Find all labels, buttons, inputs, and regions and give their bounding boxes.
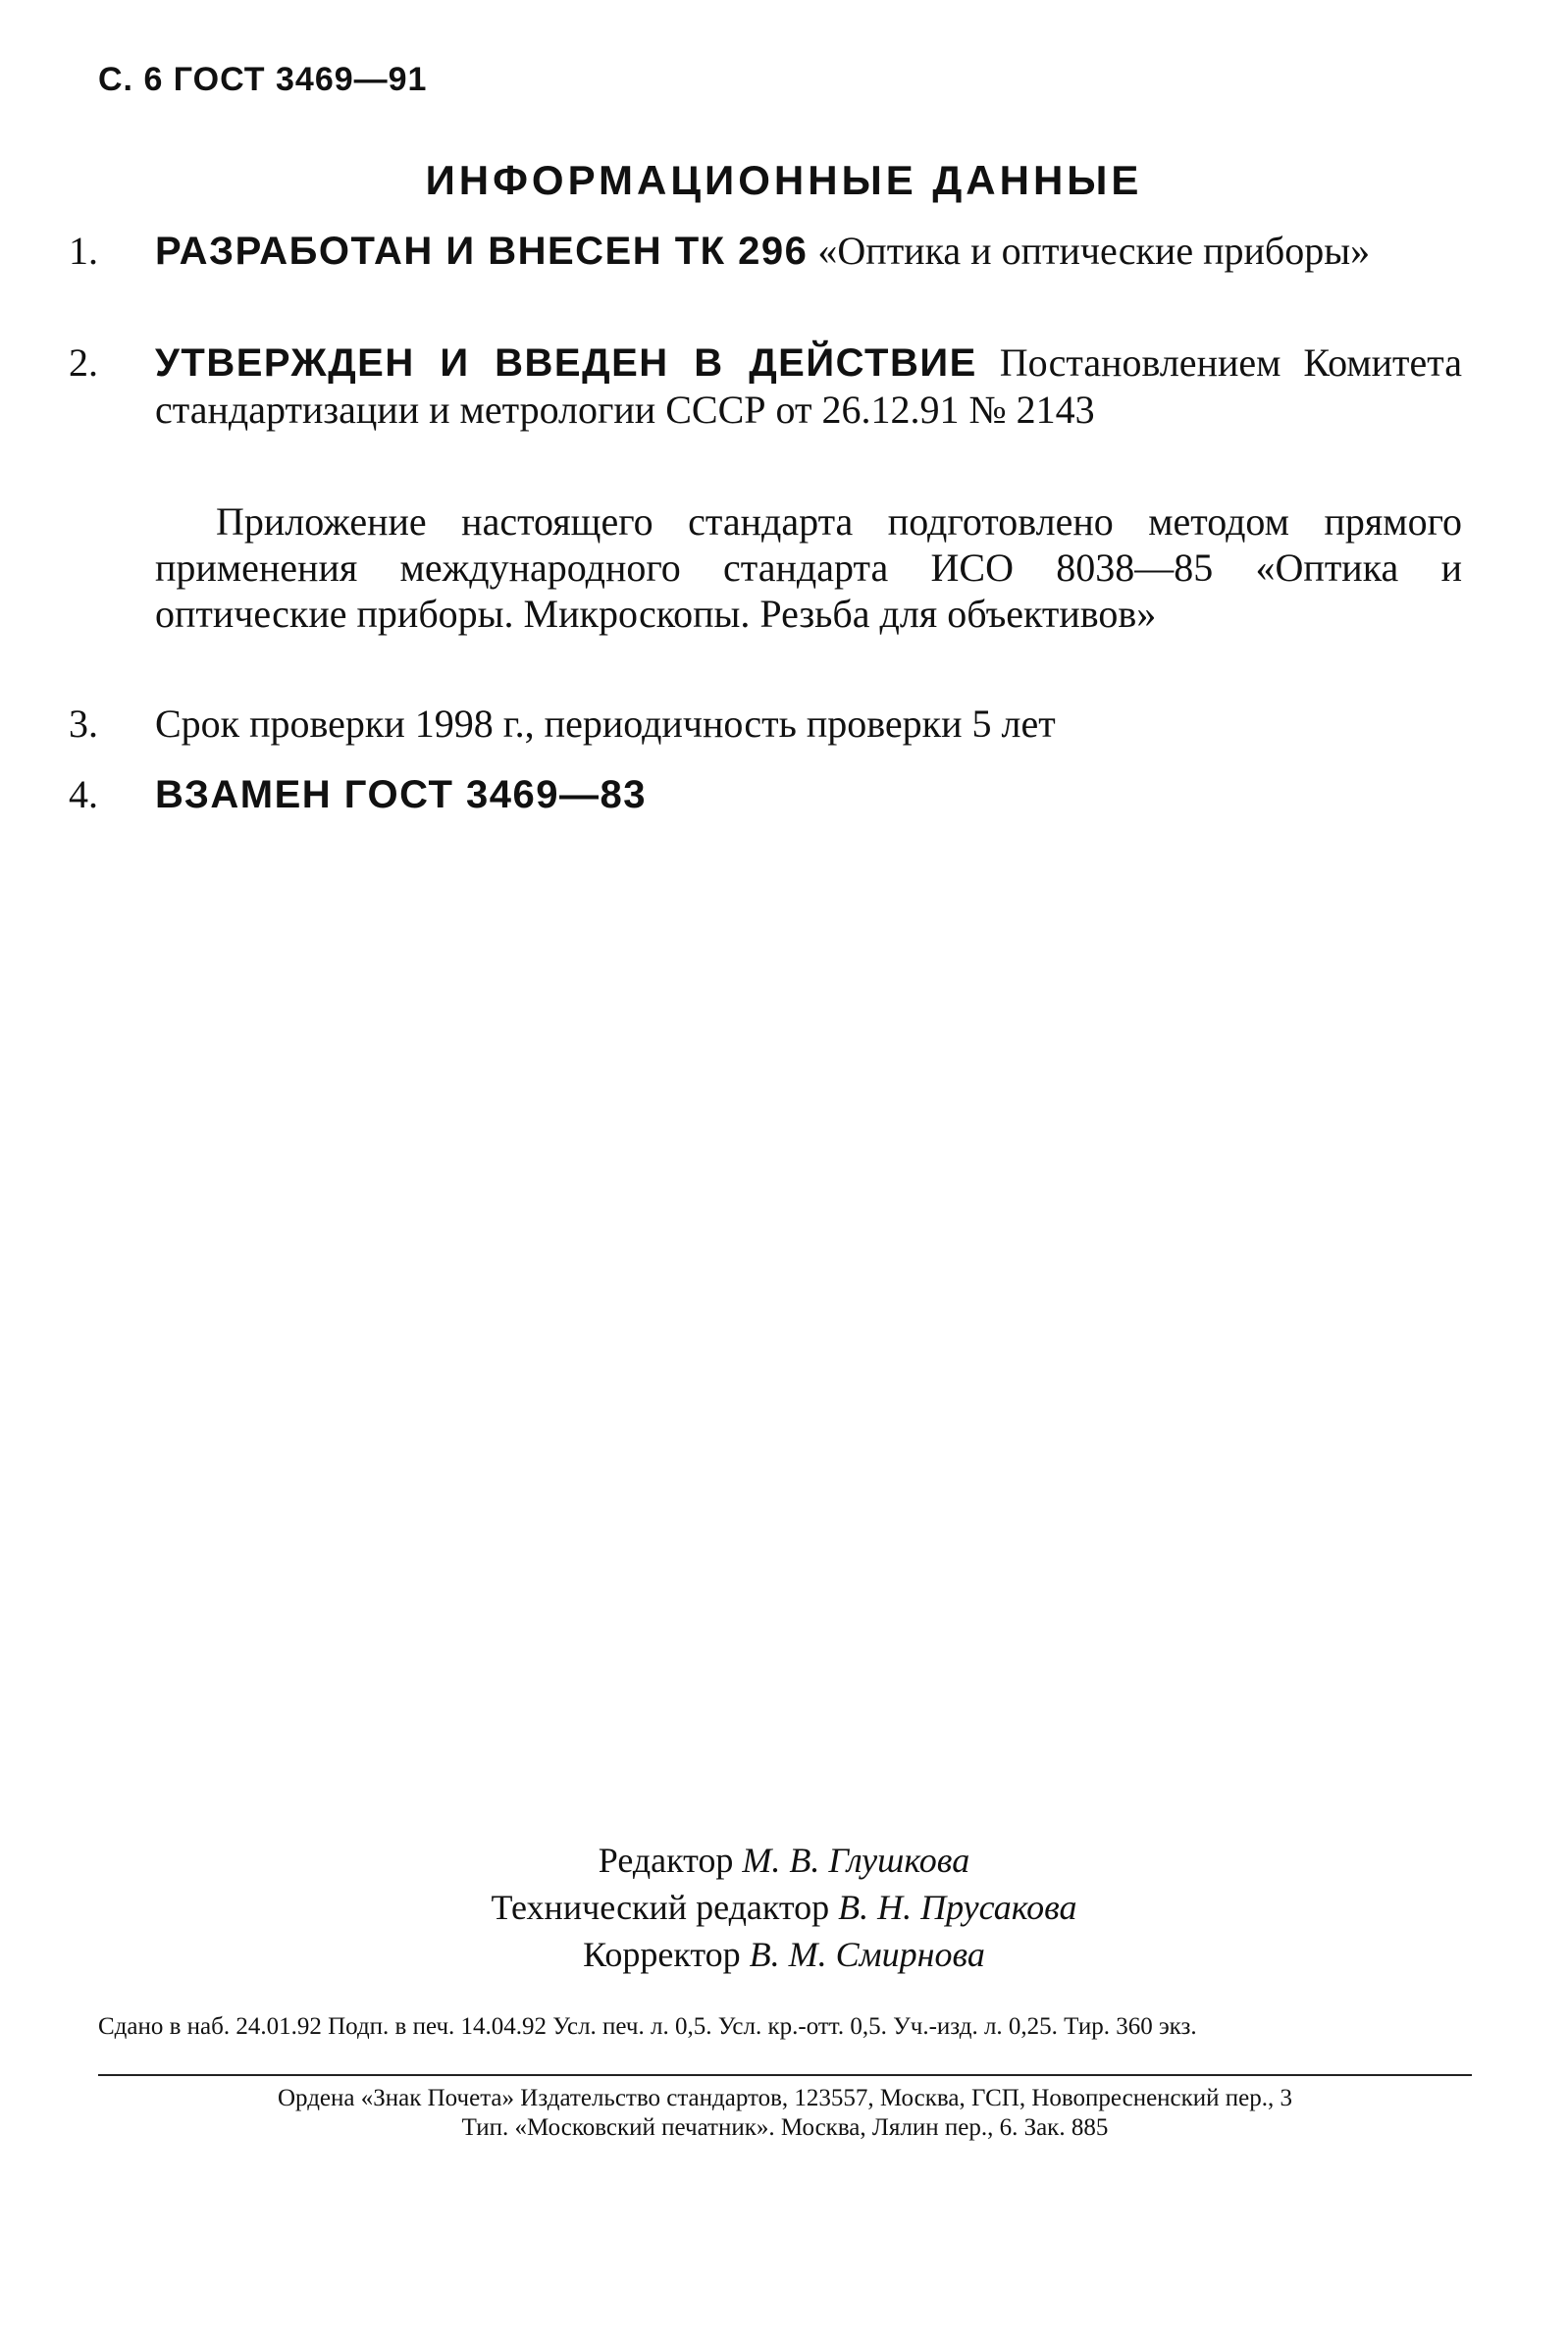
imprint-divider: [98, 2074, 1472, 2076]
document-title: ИНФОРМАЦИОННЫЕ ДАННЫЕ: [425, 157, 1143, 203]
credit-editor: [0, 1837, 1568, 1884]
credit-name: В. Н. Прусакова: [838, 1888, 1077, 1927]
credit-name: В. М. Смирнова: [749, 1935, 985, 1974]
credit-role: Технический редактор: [491, 1888, 839, 1927]
annex-paragraph: Приложение настоящего стандарта подготовлено методом прямого применения международного стандарта ИСО 8038—85 «Оптика и оптические приборы. Микроскопы. Резьба для объективов»: [155, 499, 1462, 636]
info-item-3: [69, 701, 1462, 748]
publisher-block: [98, 2084, 1472, 2143]
printer-line: Тип. «Московский печатник». Москва, Лялин пер., 6. Зак. 885: [461, 2114, 1109, 2141]
info-item-1: [69, 228, 1462, 275]
credit-technical-editor: [0, 1884, 1568, 1931]
credit-name: М. В. Глушкова: [742, 1841, 970, 1880]
info-item-4: [69, 771, 1462, 818]
publisher-line: Ордена «Знак Почета» Издательство стандартов, 123557, Москва, ГСП, Новопресненский пер., 3: [277, 2085, 1293, 2111]
item-heading: РАЗРАБОТАН И ВНЕСЕН ТК 296: [155, 230, 809, 273]
item-text: Постановлением Комитета стандартизации и метрологии СССР от 26.12.91 № 2143: [155, 340, 1463, 432]
item-text: «Оптика и оптические приборы»: [808, 229, 1371, 273]
item-text: Срок проверки 1998 г., периодичность проверки 5 лет: [155, 702, 1056, 746]
imprint-text: Сдано в наб. 24.01.92 Подп. в печ. 14.04.92 Усл. печ. л. 0,5. Усл. кр.-отт. 0,5. Уч.-изд. л. 0,25. Тир. 360 экз.: [98, 2013, 1197, 2040]
credit-proofreader: [0, 1931, 1568, 1978]
item-number: 3.: [69, 702, 98, 746]
item-heading: УТВЕРЖДЕН И ВВЕДЕН В ДЕЙСТВИЕ: [155, 341, 977, 385]
credits-block: [0, 1837, 1568, 1978]
item-number: 4.: [69, 772, 98, 816]
credit-role: Редактор: [598, 1841, 743, 1880]
credit-role: Корректор: [583, 1935, 750, 1974]
page-header: С. 6 ГОСТ 3469—91: [98, 61, 428, 98]
info-item-2: [69, 339, 1462, 433]
item-number: 2.: [69, 340, 98, 385]
item-number: 1.: [69, 229, 98, 273]
item-heading: ВЗАМЕН ГОСТ 3469—83: [155, 773, 647, 816]
